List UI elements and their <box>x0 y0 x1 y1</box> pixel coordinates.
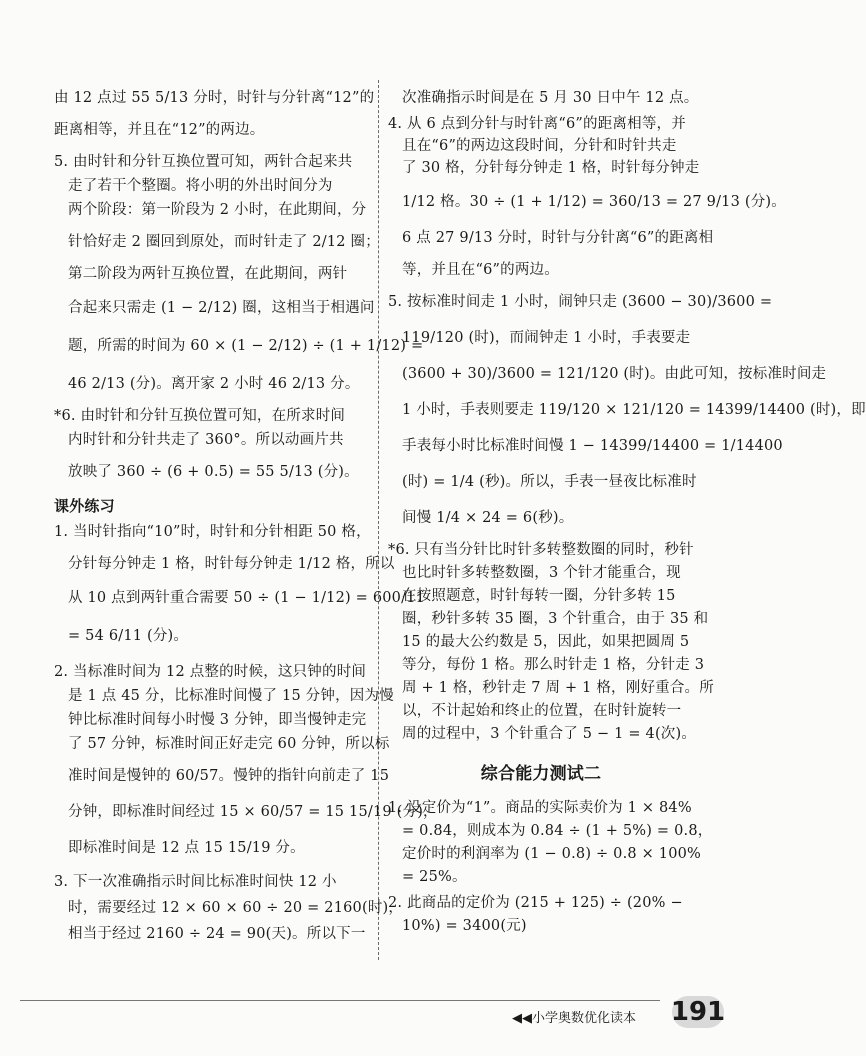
text-line: 是 1 点 45 分，比标准时间慢了 15 分钟，因为慢 <box>68 688 394 704</box>
text-line: 10%) = 3400(元) <box>402 918 527 934</box>
text-line: 1/12 格。30 ÷ (1 + 1/12) = 360/13 = 27 9/13 (分)。 <box>402 194 786 210</box>
column-divider <box>378 80 379 960</box>
text-line: 间慢 1/4 × 24 = 6(秒)。 <box>402 510 574 526</box>
text-line: 5. 由时针和分针互换位置可知，两针合起来共 <box>54 154 353 170</box>
text-line: 等，并且在“6”的两边。 <box>402 262 559 278</box>
text-line: 以，不计起始和终止的位置，在时针旋转一 <box>402 703 682 719</box>
text-line: 放映了 360 ÷ (6 + 0.5) = 55 5/13 (分)。 <box>68 464 359 480</box>
text-line: 46 2/13 (分)。离开家 2 小时 46 2/13 分。 <box>68 376 360 392</box>
text-line: 两个阶段：第一阶段为 2 小时，在此期间，分 <box>68 202 367 218</box>
text-line: 且在“6”的两边这段时间，分针和时针共走 <box>402 138 677 154</box>
text-line: 1 小时，手表则要走 119/120 × 121/120 = 14399/14400 (时)，即 <box>402 402 866 418</box>
text-line: 针恰好走 2 圈回到原处，而时针走了 2/12 圈； <box>68 234 380 250</box>
text-line: 周 + 1 格，秒针走 7 周 + 1 格，刚好重合。所 <box>402 680 714 696</box>
text-line: 也比时针多转整数圈，3 个针才能重合，现 <box>402 565 681 581</box>
text-line: 15 的最大公约数是 5，因此，如果把圆周 5 <box>402 634 690 650</box>
page-number: 191 <box>668 994 728 1030</box>
text-line: 圈，秒针多转 35 圈，3 个针重合，由于 35 和 <box>402 611 709 627</box>
text-line: *6. 由时针和分针互换位置可知，在所求时间 <box>54 408 346 424</box>
text-line: 时，需要经过 12 × 60 × 60 ÷ 20 = 2160(时)， <box>68 900 404 916</box>
series-title: ◀◀小学奥数优化读本 <box>512 1011 636 1026</box>
text-line: 等分，每份 1 格。那么时针走 1 格，分针走 3 <box>402 657 705 673</box>
text-line: = 25%。 <box>402 869 467 885</box>
text-line: 内时针和分针共走了 360°。所以动画片共 <box>68 432 344 448</box>
text-line: (时) = 1/4 (秒)。所以，手表一昼夜比标准时 <box>402 474 697 490</box>
text-line: 6 点 27 9/13 分时，时针与分针离“6”的距离相 <box>402 230 714 246</box>
text-line: 题，所需的时间为 60 × (1 − 2/12) ÷ (1 + 1/12) = <box>68 338 424 354</box>
text-line: 周的过程中，3 个针重合了 5 − 1 = 4(次)。 <box>402 726 697 742</box>
text-line: 即标准时间是 12 点 15 15/19 分。 <box>68 840 305 856</box>
text-line: = 54 6/11 (分)。 <box>68 628 189 644</box>
text-line: 分钟，即标准时间经过 15 × 60/57 = 15 15/19 (分)， <box>68 804 438 820</box>
text-line: 在按照题意，时针每转一圈，分针多转 15 <box>402 588 676 604</box>
text-line: 1. 当时针指向“10”时，时针和分针相距 50 格， <box>54 524 371 540</box>
text-line: 分针每分钟走 1 格，时针每分钟走 1/12 格，所以 <box>68 556 395 572</box>
text-line: 由 12 点过 55 5/13 分时，时针与分针离“12”的 <box>54 90 375 106</box>
section-heading: 综合能力测试二 <box>480 764 602 784</box>
text-line: 3. 下一次准确指示时间比标准时间快 12 小 <box>54 874 337 890</box>
section-heading: 课外练习 <box>54 497 115 515</box>
text-line: 2. 当标准时间为 12 点整的时候，这只钟的时间 <box>54 664 367 680</box>
text-line: (3600 + 30)/3600 = 121/120 (时)。由此可知，按标准时间走 <box>402 366 827 382</box>
text-line: 了 57 分钟，标准时间正好走完 60 分钟，所以标 <box>68 736 390 752</box>
text-line: 1. 设定价为“1”。商品的实际卖价为 1 × 84% <box>388 800 692 816</box>
text-line: 定价时的利润率为 (1 − 0.8) ÷ 0.8 × 100% <box>402 846 702 862</box>
text-line: 相当于经过 2160 ÷ 24 = 90(天)。所以下一 <box>68 926 366 942</box>
text-line: 从 10 点到两针重合需要 50 ÷ (1 − 1/12) = 600/11 <box>68 590 426 606</box>
text-line: = 0.84，则成本为 0.84 ÷ (1 + 5%) = 0.8， <box>402 823 713 839</box>
text-line: 了 30 格，分针每分钟走 1 格，时针每分钟走 <box>402 160 700 176</box>
text-line: 走了若干个整圈。将小明的外出时间分为 <box>68 178 333 194</box>
text-line: 4. 从 6 点到分针与时针离“6”的距离相等，并 <box>388 116 686 132</box>
text-line: 119/120 (时)，而闹钟走 1 小时，手表要走 <box>402 330 691 346</box>
text-line: 准时间是慢钟的 60/57。慢钟的指针向前走了 15 <box>68 768 390 784</box>
text-line: 合起来只需走 (1 − 2/12) 圈，这相当于相遇问 <box>68 300 375 316</box>
text-line: 次准确指示时间是在 5 月 30 日中午 12 点。 <box>402 90 699 106</box>
text-line: 2. 此商品的定价为 (215 + 125) ÷ (20% − <box>388 895 683 911</box>
text-line: 手表每小时比标准时间慢 1 − 14399/14400 = 1/14400 <box>402 438 783 454</box>
text-line: 5. 按标准时间走 1 小时，闹钟只走 (3600 − 30)/3600 = <box>388 294 773 310</box>
footer-rule <box>20 1000 660 1001</box>
right-column <box>388 88 866 936</box>
text-line: 距离相等，并且在“12”的两边。 <box>54 122 265 138</box>
text-line: 第二阶段为两针互换位置，在此期间，两针 <box>68 266 348 282</box>
text-line: *6. 只有当分针比时针多转整数圈的同时，秒针 <box>388 542 694 558</box>
text-line: 钟比标准时间每小时慢 3 分钟，即当慢钟走完 <box>68 712 367 728</box>
